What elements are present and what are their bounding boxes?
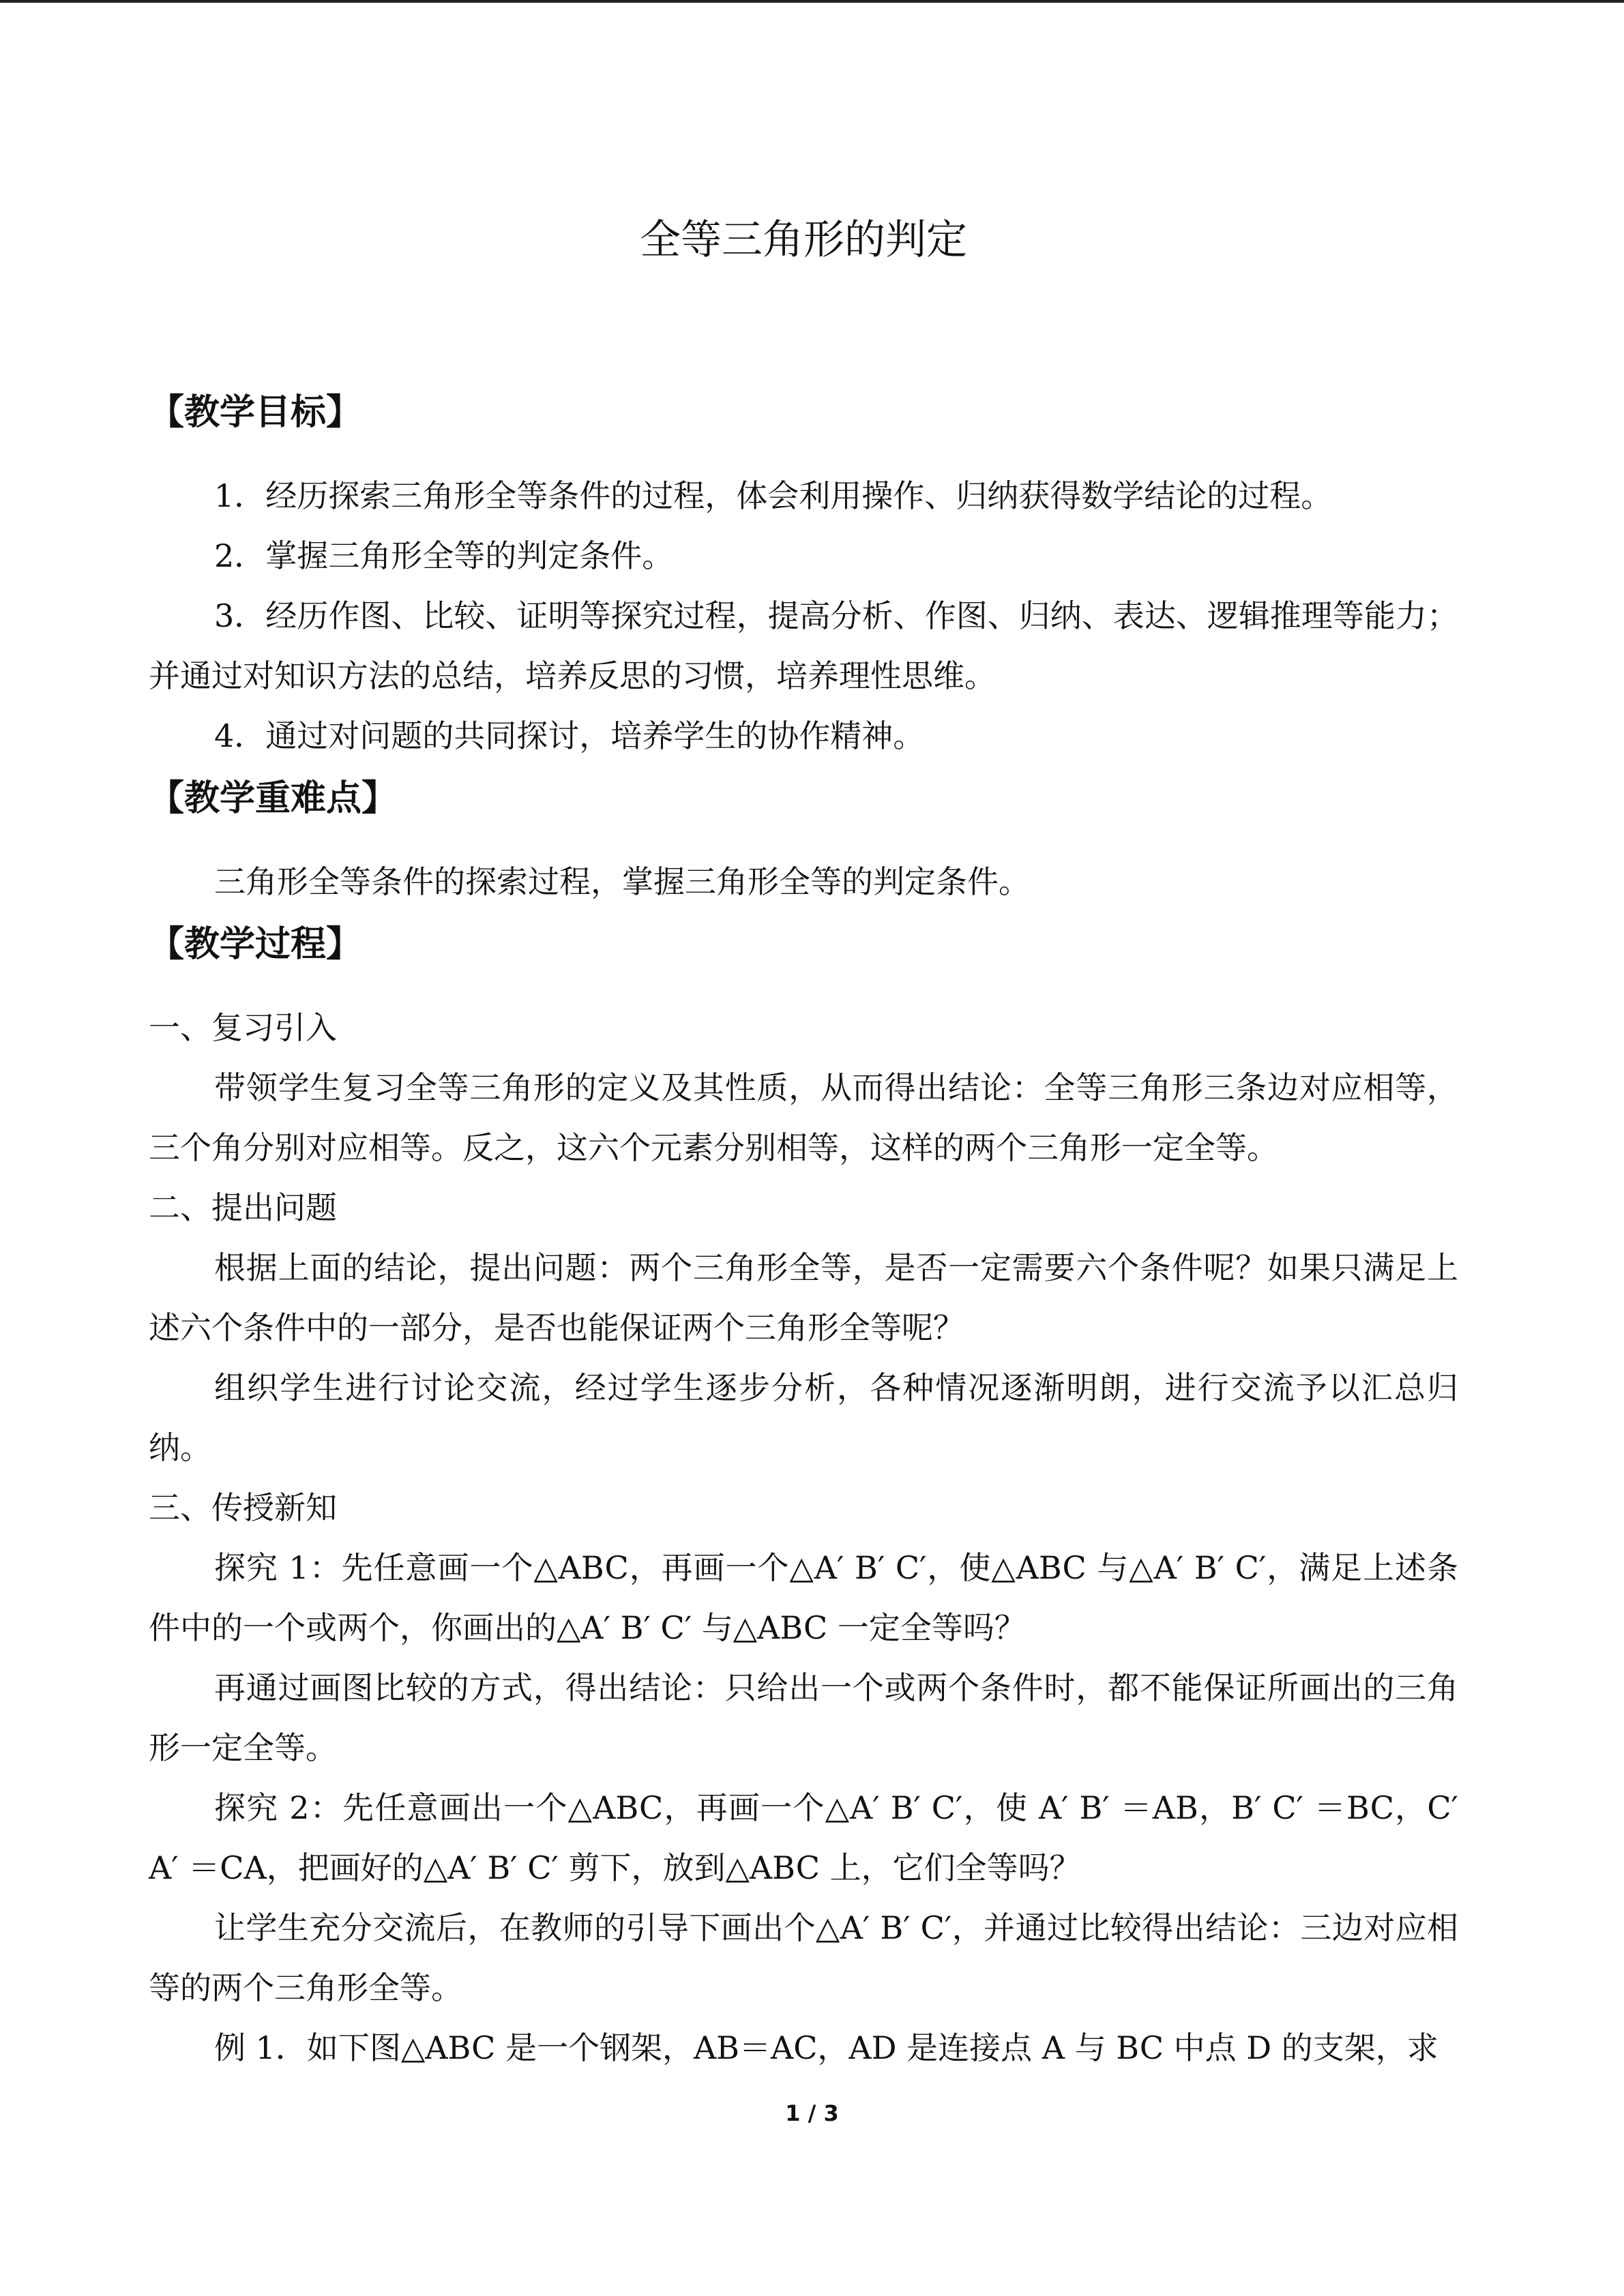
process-part3-explore-2: 探究 2：先任意画出一个△ABC，再画一个△A′ B′ C′，使 A′ B′ ＝AB，B′ C′ ＝BC，C′ A′ ＝CA，把画好的△A′ B′ C′ 剪下，放到△ABC 上，它们全等吗？: [149, 1789, 1458, 1886]
process-part3-explore-1: 探究 1：先任意画一个△ABC，再画一个△A′ B′ C′，使△ABC 与△A′ B′ C′，满足上述条件中的一个或两个，你画出的△A′ B′ C′ 与△ABC 一定全等吗？: [149, 1549, 1458, 1646]
process-part1-title: 一、复习引入: [149, 1009, 337, 1046]
process-part2-paragraph-2: 组织学生进行讨论交流，经过学生逐步分析，各种情况逐渐明朗，进行交流予以汇总归纳。: [149, 1369, 1458, 1466]
goal-item-2: 2．掌握三角形全等的判定条件。: [214, 537, 674, 574]
goal-item-3: 3．经历作图、比较、证明等探究过程，提高分析、作图、归纳、表达、逻辑推理等能力；并通过对知识方法的总结，培养反思的习惯，培养理性思维。: [149, 597, 1458, 694]
process-part3-example-1: 例 1．如下图△ABC 是一个钢架，AB＝AC，AD 是连接点 A 与 BC 中点 D 的支架，求: [214, 2029, 1438, 2066]
process-part1-paragraph: 带领学生复习全等三角形的定义及其性质，从而得出结论：全等三角形三条边对应相等，三个角分别对应相等。反之，这六个元素分别相等，这样的两个三角形一定全等。: [149, 1069, 1458, 1166]
process-part3-conclusion-1: 再通过画图比较的方式，得出结论：只给出一个或两个条件时，都不能保证所画出的三角形一定全等。: [149, 1669, 1458, 1766]
heading-teaching-process: 【教学过程】: [149, 924, 362, 965]
page-top-border: [0, 0, 1624, 3]
goal-item-4: 4．通过对问题的共同探讨，培养学生的协作精神。: [214, 717, 925, 754]
key-points-text: 三角形全等条件的探索过程，掌握三角形全等的判定条件。: [214, 863, 1030, 900]
heading-teaching-goals: 【教学目标】: [149, 392, 362, 433]
heading-key-points: 【教学重难点】: [149, 778, 398, 819]
process-part2-paragraph-1: 根据上面的结论，提出问题：两个三角形全等，是否一定需要六个条件呢？如果只满足上述六个条件中的一部分，是否也能保证两个三角形全等呢？: [149, 1249, 1458, 1346]
goal-item-1: 1．经历探索三角形全等条件的过程，体会利用操作、归纳获得数学结论的过程。: [214, 477, 1333, 514]
document-title: 全等三角形的判定: [640, 216, 967, 264]
process-part2-title: 二、提出问题: [149, 1189, 337, 1226]
process-part3-title: 三、传授新知: [149, 1489, 337, 1526]
process-part3-conclusion-2: 让学生充分交流后，在教师的引导下画出个△A′ B′ C′，并通过比较得出结论：三边对应相等的两个三角形全等。: [149, 1909, 1458, 2006]
page-number: 1 / 3: [785, 2100, 839, 2126]
